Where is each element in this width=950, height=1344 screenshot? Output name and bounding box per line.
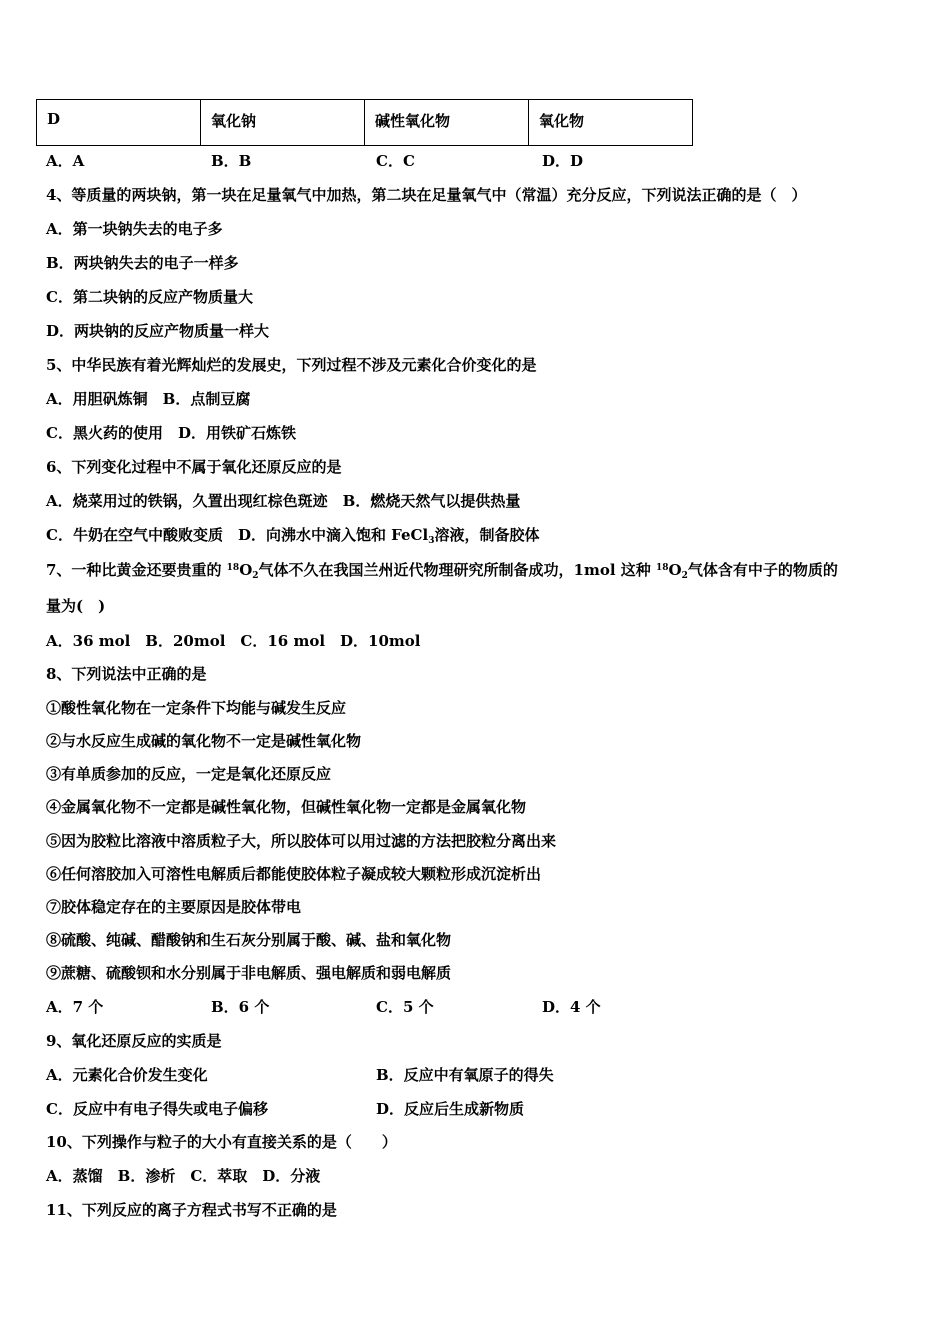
q8-item: ⑥任何溶胶加入可溶性电解质后都能使胶体粒子凝成较大颗粒形成沉淀析出 [46, 865, 542, 883]
q8-item: ⑧硫酸、纯碱、醋酸钠和生石灰分别属于酸、碱、盐和氧化物 [46, 931, 452, 949]
q8-option-a: A．7 个 [46, 998, 104, 1016]
q5-options-cd: C．黑火药的使用 D．用铁矿石炼铁 [46, 424, 296, 442]
q7-options: A．36 mol B．20mol C．16 mol D．10mol [46, 632, 421, 650]
q4-option-d: D．两块钠的反应产物质量一样大 [46, 322, 270, 340]
q8-item: ⑤因为胶粒比溶液中溶质粒子大，所以胶体可以用过滤的方法把胶粒分离出来 [46, 832, 557, 850]
table-cell: 碱性氧化物 [365, 100, 529, 146]
q10-stem: 10、下列操作与粒子的大小有直接关系的是（ ） [46, 1133, 397, 1151]
q8-option-b: B．6 个 [211, 998, 270, 1016]
q4-option-b: B．两块钠失去的电子一样多 [46, 254, 239, 272]
q8-option-d: D．4 个 [542, 998, 601, 1016]
q3-option-c: C．C [376, 152, 415, 170]
q6-options-cd [46, 525, 539, 545]
q10-options: A．蒸馏 B．渗析 C．萃取 D．分液 [46, 1167, 321, 1185]
q7-stem-cont: 量为( ) [46, 597, 106, 615]
q4-option-c: C．第二块钠的反应产物质量大 [46, 288, 253, 306]
q8-item: ③有单质参加的反应，一定是氧化还原反应 [46, 765, 332, 783]
q3-option-a: A．A [46, 152, 85, 170]
q8-item: ⑦胶体稳定存在的主要原因是胶体带电 [46, 898, 302, 916]
q8-option-c: C．5 个 [376, 998, 434, 1016]
table-row [37, 100, 693, 146]
q5-stem: 5、中华民族有着光辉灿烂的发展史，下列过程不涉及元素化合价变化的是 [46, 356, 537, 374]
q7-text: 气体不久在我国兰州近代物理研究所制备成功，1mol 这种 [258, 561, 657, 579]
q9-stem: 9、氧化还原反应的实质是 [46, 1032, 222, 1050]
q7-stem [46, 560, 838, 580]
q6-stem: 6、下列变化过程中不属于氧化还原反应的是 [46, 458, 342, 476]
q8-item: ⑨蔗糖、硫酸钡和水分别属于非电解质、强电解质和弱电解质 [46, 964, 452, 982]
q3-option-d: D．D [542, 152, 584, 170]
q8-item: ①酸性氧化物在一定条件下均能与碱发生反应 [46, 699, 347, 717]
q7-text: 7、一种比黄金还要贵重的 [46, 561, 227, 579]
q3-option-b: B．B [211, 152, 252, 170]
q8-item: ②与水反应生成碱的氧化物不一定是碱性氧化物 [46, 732, 362, 750]
q6-options-ab: A．烧菜用过的铁锅，久置出现红棕色斑迹 B．燃烧天然气以提供热量 [46, 492, 521, 510]
q6-option-text: 溶液，制备胶体 [434, 526, 540, 544]
superscript: 18 [656, 563, 669, 573]
table-cell: D [37, 100, 201, 146]
q5-options-ab: A．用胆矾炼铜 B．点制豆腐 [46, 390, 251, 408]
subscript: 2 [252, 571, 259, 581]
q7-text: 气体含有中子的物质的 [687, 561, 838, 579]
q9-option-a: A．元素化合价发生变化 [46, 1066, 208, 1084]
q6-option-text: C．牛奶在空气中酸败变质 D．向沸水中滴入饱和 FeCl [46, 526, 429, 544]
q4-option-a: A．第一块钠失去的电子多 [46, 220, 223, 238]
subscript: 2 [681, 571, 688, 581]
q8-stem: 8、下列说法中正确的是 [46, 665, 207, 683]
q8-item: ④金属氧化物不一定都是碱性氧化物，但碱性氧化物一定都是金属氧化物 [46, 798, 527, 816]
answer-table [36, 99, 693, 146]
q7-text: O [668, 561, 682, 579]
table-cell: 氧化钠 [201, 100, 365, 146]
q7-text: O [239, 561, 253, 579]
table-cell: 氧化物 [529, 100, 693, 146]
q9-option-d: D．反应后生成新物质 [376, 1100, 525, 1118]
q9-option-c: C．反应中有电子得失或电子偏移 [46, 1100, 268, 1118]
q11-stem: 11、下列反应的离子方程式书写不正确的是 [46, 1201, 337, 1219]
superscript: 18 [226, 563, 240, 573]
q9-option-b: B．反应中有氧原子的得失 [376, 1066, 554, 1084]
q4-stem: 4、等质量的两块钠，第一块在足量氧气中加热，第二块在足量氧气中（常温）充分反应，下列说法正确的是（ ） [46, 186, 807, 204]
subscript: 3 [428, 536, 435, 546]
